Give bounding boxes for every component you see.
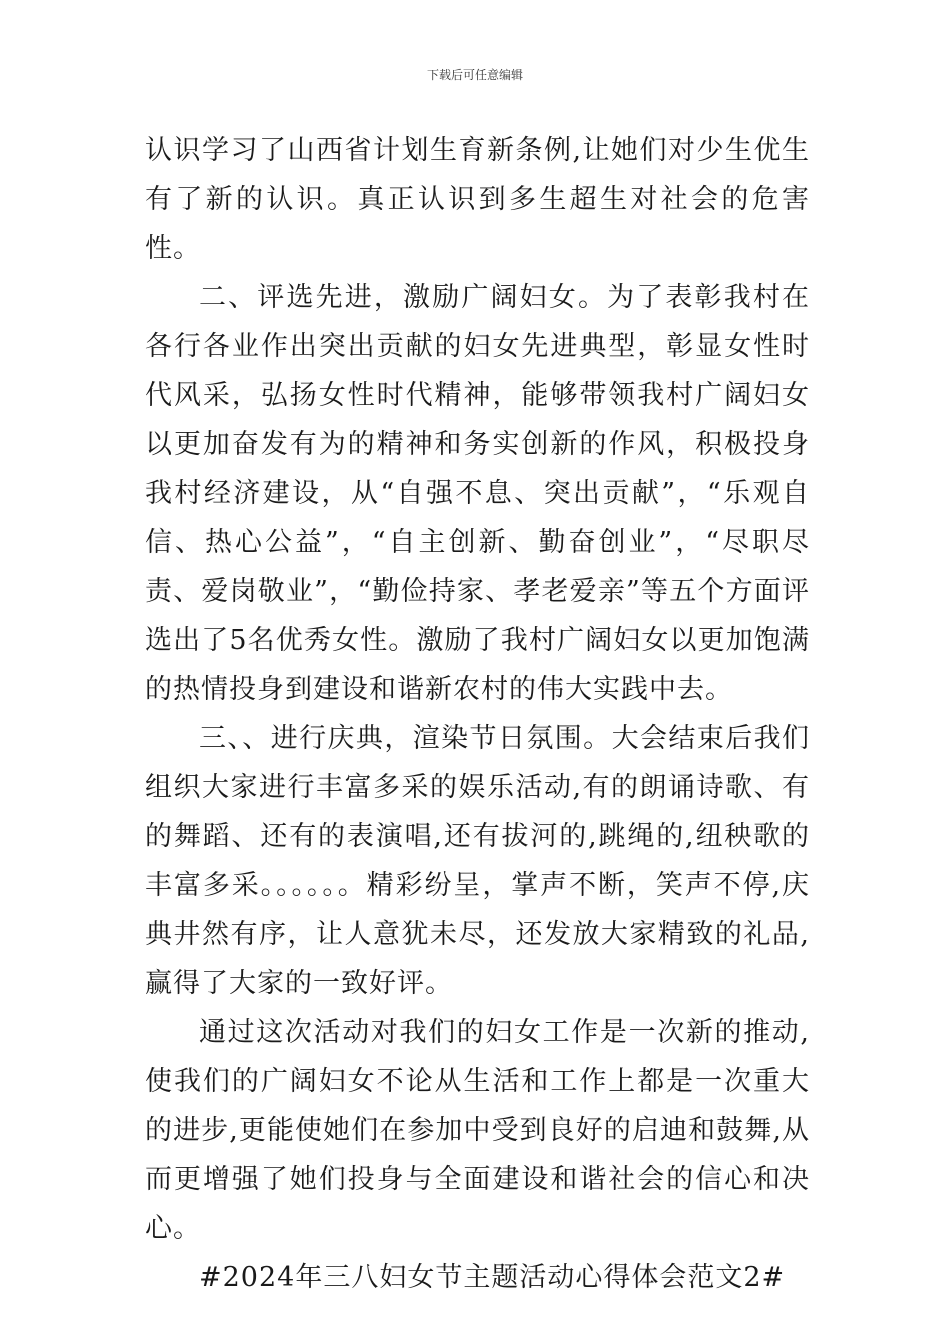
paragraph-continued: 认识学习了山西省计划生育新条例,让她们对少生优生有了新的认识。真正认识到多生超生对社会的危害性。 <box>145 135 810 264</box>
document-body <box>145 126 810 1302</box>
paragraph-section-three: 三、、进行庆典，渲染节日氛围。大会结束后我们组织大家进行丰富多采的娱乐活动,有的朗诵诗歌、有的舞蹈、还有的表演唱,还有拔河的,跳绳的,纽秧歌的丰富多采。。。。。。精彩纷呈，掌声不断，笑声不停,庆典井然有序，让人意犹未尽，还发放大家精致的礼品,赢得了大家的一致好评。 <box>145 723 810 999</box>
paragraph-summary: 通过这次活动对我们的妇女工作是一次新的推动,使我们的广阔妇女不论从生活和工作上都是一次重大的进步,更能使她们在参加中受到良好的启迪和鼓舞,从而更增强了她们投身与全面建设和谐社会的信心和决心。 <box>145 1017 810 1244</box>
paragraph-section-two: 二、评选先进，激励广阔妇女。为了表彰我村在各行各业作出突出贡献的妇女先进典型，彰显女性时代风采，弘扬女性时代精神，能够带领我村广阔妇女以更加奋发有为的精神和务实创新的作风，积极投身我村经济建设，从“自强不息、突出贡献”，“乐观自信、热心公益”，“自主创新、勤奋创业”，“尽职尽责、爱岗敬业”，“勤俭持家、孝老爱亲”等五个方面评选出了5名优秀女性。激励了我村广阔妇女以更加饱满的热情投身到建设和谐新农村的伟大实践中去。 <box>145 282 810 705</box>
article-heading: #2024年三八妇女节主题活动心得体会范文2# <box>199 1262 786 1293</box>
page-header: 下载后可任意编辑 <box>426 68 523 82</box>
